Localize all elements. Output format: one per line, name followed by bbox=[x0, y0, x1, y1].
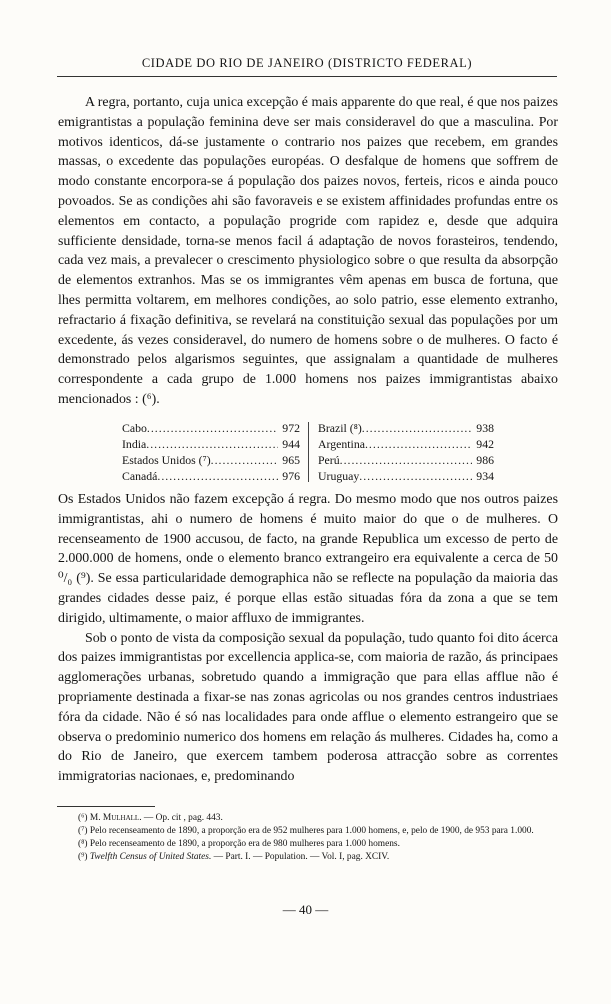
paragraph-3: Sob o ponto de vista da composição sexual da população, tudo quanto foi dito ácerca dos paizes immigrantistas por excellencia applica-se, com maioria de razão, ás principaes agglomerações urbanas, sobretudo quando a immigração que para ellas afflue não é propriamente destinada a fixar-se nas zonas agricolas ou nos grandes centros industriaes fóra da cidade. Não é só nas localidades para onde afflue o elemento estrangeiro que se observa o predominio numerico dos homens em relação ás mulheres. Cidades ha, como a do Rio de Janeiro, que exercem tambem poderosa attracção sobre as correntes immigratorias nacionaes, e, predominando bbox=[58, 630, 558, 785]
footnote-mark: (⁸) bbox=[78, 839, 88, 849]
footnote-author: M. Mulhall. bbox=[89, 813, 142, 823]
dot-leader bbox=[157, 468, 278, 484]
footnote-mark: (⁶) bbox=[78, 813, 88, 823]
table-column-left bbox=[122, 420, 300, 484]
ratio-value: 976 bbox=[282, 469, 300, 483]
table-row bbox=[122, 420, 300, 436]
footnote-title: Twelfth Census of United States. bbox=[89, 852, 212, 862]
country-name: Estados Unidos (⁷) bbox=[122, 453, 211, 467]
footnote-7 bbox=[58, 825, 558, 838]
footnote-8 bbox=[58, 838, 558, 851]
table-row bbox=[318, 420, 494, 436]
dot-leader bbox=[147, 420, 278, 436]
footnote-mark: (⁹) bbox=[78, 852, 88, 862]
country-name: Uruguay bbox=[318, 469, 360, 483]
footnote-text: Pelo recenseamento de 1890, a proporção era de 952 mulheres para 1.000 homens, e, pelo de 1900, de 953 para 1.000. bbox=[89, 826, 534, 836]
body-text-bottom bbox=[58, 490, 558, 787]
table-column-right bbox=[318, 420, 494, 484]
header-rule bbox=[57, 76, 557, 77]
table-divider bbox=[308, 422, 309, 482]
table-row bbox=[122, 468, 300, 484]
table-row bbox=[318, 468, 494, 484]
footnote-6 bbox=[58, 812, 558, 825]
footnote-9 bbox=[58, 851, 558, 864]
footnote-rule bbox=[57, 806, 155, 807]
paragraph-1: A regra, portanto, cuja unica excepção é mais apparente do que real, é que nos paizes emigrantistas a população feminina deve ser mais consideravel do que a masculina. Por motivos identicos, dá-se justamente o contrario nos paizes que recebem, em grandes massas, o excedente das populações européas. O desfalque de homens que soffrem de modo constante encorpora-se á população dos paizes novos, ferteis, ricos e ainda pouco povoados. Se as condições ahi são favoraveis e se existem affinidades profundas entre os elementos em contacto, a população progride com rapidez e, desde que adquira sufficiente densidade, torna-se menos facil á adaptação de novos forasteiros, tendendo, cada vez mais, a prevalecer o crescimento physiologico sobre o que resulta da absorpção de elementos extranhos. Mas se os immigrantes vêm apenas em busca de fortuna, que lhes permitta voltarem, em melhores condições, ao solo patrio, esse elemento extranho, refractario á fixação definitiva, se revelará na constituição sexual das populações por um excedente, ás vezes consideravel, do numero de homens sobre o de mulheres. O facto é demonstrado pelos algarismos seguintes, que assignalam a quantidade de mulheres correspondente a cada grupo de 1.000 homens nos paizes immigrantistas abaixo mencionados : (⁶). bbox=[58, 95, 558, 407]
table-row bbox=[318, 436, 494, 452]
table-row bbox=[318, 452, 494, 468]
table-row bbox=[122, 436, 300, 452]
ratio-value: 965 bbox=[282, 453, 300, 467]
ratio-value: 938 bbox=[476, 421, 494, 435]
country-name: India bbox=[122, 437, 147, 451]
country-name: Perú bbox=[318, 453, 340, 467]
dot-leader bbox=[146, 436, 278, 452]
ratio-value: 986 bbox=[476, 453, 494, 467]
ratio-value: 972 bbox=[282, 421, 300, 435]
dot-leader bbox=[359, 468, 472, 484]
dot-leader bbox=[362, 420, 473, 436]
page-number: — 40 — bbox=[282, 902, 329, 917]
footnote-text: Pelo recenseamento de 1890, a proporção era de 980 mulheres para 1.000 homens. bbox=[89, 839, 400, 849]
footnotes bbox=[58, 812, 558, 864]
ratio-value: 934 bbox=[476, 469, 494, 483]
country-name: Cabo bbox=[122, 421, 147, 435]
ratio-value: 942 bbox=[476, 437, 494, 451]
running-header: CIDADE DO RIO DE JANEIRO (DISTRICTO FEDERAL) bbox=[141, 56, 473, 70]
country-name: Argentina bbox=[318, 437, 365, 451]
body-text-top bbox=[58, 93, 558, 410]
dot-leader bbox=[211, 452, 279, 468]
country-name: Brazil (⁸) bbox=[318, 421, 362, 435]
footnote-text: — Part. I. — Population. — Vol. I, pag. XCIV. bbox=[211, 852, 390, 862]
footnote-text: — Op. cit , pag. 443. bbox=[141, 813, 223, 823]
dot-leader bbox=[365, 436, 472, 452]
table-row bbox=[122, 452, 300, 468]
country-name: Canadá bbox=[122, 469, 158, 483]
dot-leader bbox=[340, 452, 473, 468]
paragraph-2: Os Estados Unidos não fazem excepção á regra. Do mesmo modo que nos outros paizes immigrantistas, ahi o numero de homens é muito maior do que o de mulheres. O recenseamento de 1900 accusou, de facto, na grande Republica um excesso de perto de 2.000.000 de homens, onde o elemento branco extrangeiro era equivalente a cerca de 50 ⁰/₀ (⁹). Se essa particularidade demographica não se reflecte na população da maioria das grandes cidades desse paiz, é porque ellas estão situadas fóra da zona a que se tem dirigido, ultimamente, o maior affluxo de immigrantes. bbox=[58, 492, 558, 626]
sex-ratio-table bbox=[122, 420, 494, 484]
ratio-value: 944 bbox=[282, 437, 300, 451]
footnote-mark: (⁷) bbox=[78, 826, 88, 836]
